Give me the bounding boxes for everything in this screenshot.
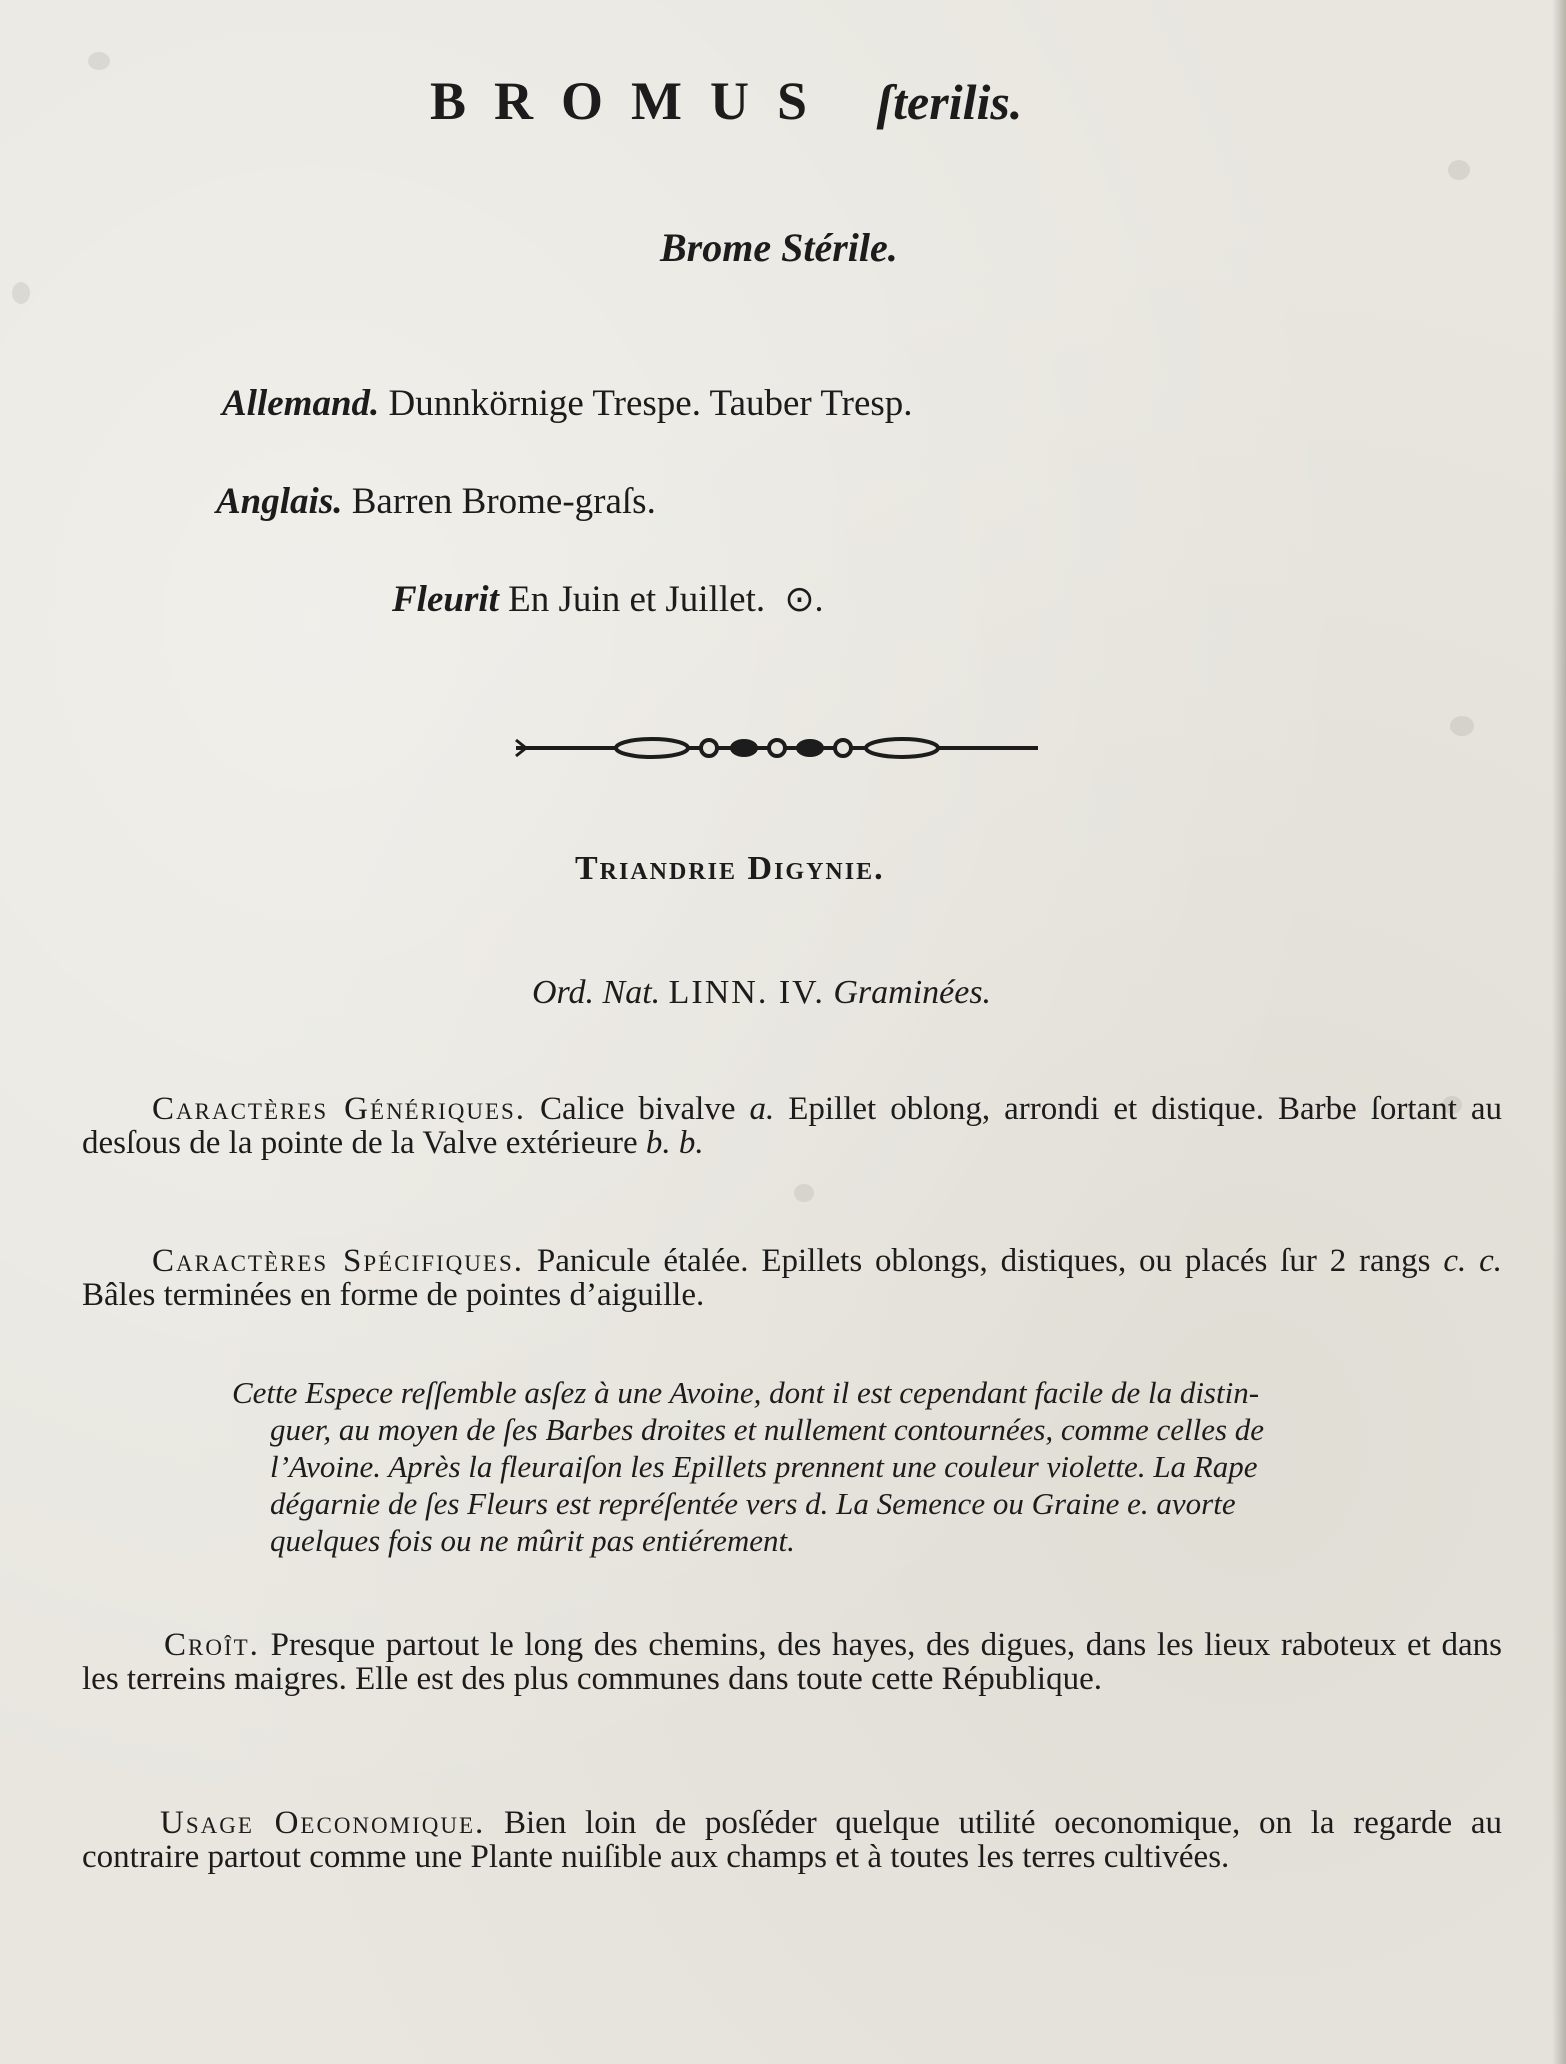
section-text: Panicule étalée. Epillets oblongs, distiques, ou placés ſur 2 rangs	[536, 1243, 1431, 1279]
description-note	[232, 1374, 1506, 1559]
paper-speck	[1448, 160, 1470, 180]
generic-characters-paragraph	[82, 1092, 1502, 1160]
natural-order	[532, 974, 991, 1012]
page-edge	[1552, 0, 1566, 2064]
habitat-paragraph	[82, 1628, 1502, 1696]
paper-speck	[12, 282, 30, 304]
figure-ref: c. c.	[1443, 1243, 1503, 1279]
section-heading: Croît.	[164, 1627, 260, 1663]
order-linn: LINN. IV.	[668, 974, 825, 1011]
vernacular-label: Allemand.	[222, 383, 380, 424]
genus-name: BROMUS	[430, 71, 836, 131]
linnaean-class: Triandrie Digynie.	[575, 850, 885, 887]
section-text: Bâles terminées en forme de pointes d’aiguille.	[82, 1277, 705, 1313]
flowering-period	[392, 578, 824, 621]
note-line: Cette Espece reſſemble asſez à une Avoine, dont il est cependant facile de la distin-	[232, 1375, 1260, 1410]
order-prefix: Ord. Nat.	[532, 974, 661, 1011]
paper-speck	[794, 1184, 814, 1202]
section-text: Epillet oblong, arrondi et distique. Barbe ſortant au desſous de la pointe de la Valve extérieure	[82, 1091, 1503, 1161]
usage-paragraph	[82, 1806, 1502, 1874]
section-text: Calice bivalve	[540, 1091, 736, 1127]
note-line: l’Avoine. Après la fleuraiſon les Epillets prennent une couleur violette. La Rape	[270, 1449, 1258, 1484]
paper-speck	[1450, 716, 1474, 736]
section-heading: Usage Oeconomique.	[160, 1805, 486, 1841]
figure-ref: b. b.	[645, 1125, 704, 1161]
page-title	[430, 70, 1022, 132]
paper-speck	[88, 52, 110, 70]
note-line: guer, au moyen de ſes Barbes droites et nullement contournées, comme celles de	[270, 1412, 1265, 1447]
vernacular-text: Dunnkörnige Trespe. Tauber Tresp.	[388, 383, 913, 424]
section-text: Presque partout le long des chemins, des hayes, des digues, dans les lieux raboteux et dans les terreins maigres. Elle est des plus communes dans toute cette République.	[82, 1627, 1503, 1697]
vernacular-text: Barren Brome-graſs.	[351, 481, 656, 522]
ornament-divider-icon	[512, 728, 1042, 768]
section-heading: Caractères Spécifiques.	[152, 1243, 524, 1279]
french-name: Brome Stérile.	[660, 225, 898, 270]
annual-symbol-icon: ⊙.	[784, 579, 824, 619]
order-family: Graminées.	[833, 974, 992, 1011]
flowering-label: Fleurit	[392, 579, 499, 620]
flowering-text: En Juin et Juillet.	[508, 579, 766, 620]
species-name: ſterilis.	[876, 74, 1023, 130]
section-heading: Caractères Génériques.	[152, 1091, 527, 1127]
vernacular-german	[222, 382, 913, 425]
vernacular-label: Anglais.	[216, 481, 343, 522]
vernacular-english	[216, 480, 656, 523]
note-line: quelques fois ou ne mûrit pas entiérement.	[270, 1523, 795, 1558]
section-text: Bien loin de posſéder quelque utilité oeconomique, on la regarde au contraire partout comme une Plante nuiſible aux champs et à toutes les terres cultivées.	[82, 1805, 1503, 1875]
specific-characters-paragraph	[82, 1244, 1502, 1312]
note-line: dégarnie de ſes Fleurs est repréſentée vers d. La Semence ou Graine e. avorte	[270, 1486, 1236, 1521]
figure-ref: a.	[749, 1091, 775, 1127]
